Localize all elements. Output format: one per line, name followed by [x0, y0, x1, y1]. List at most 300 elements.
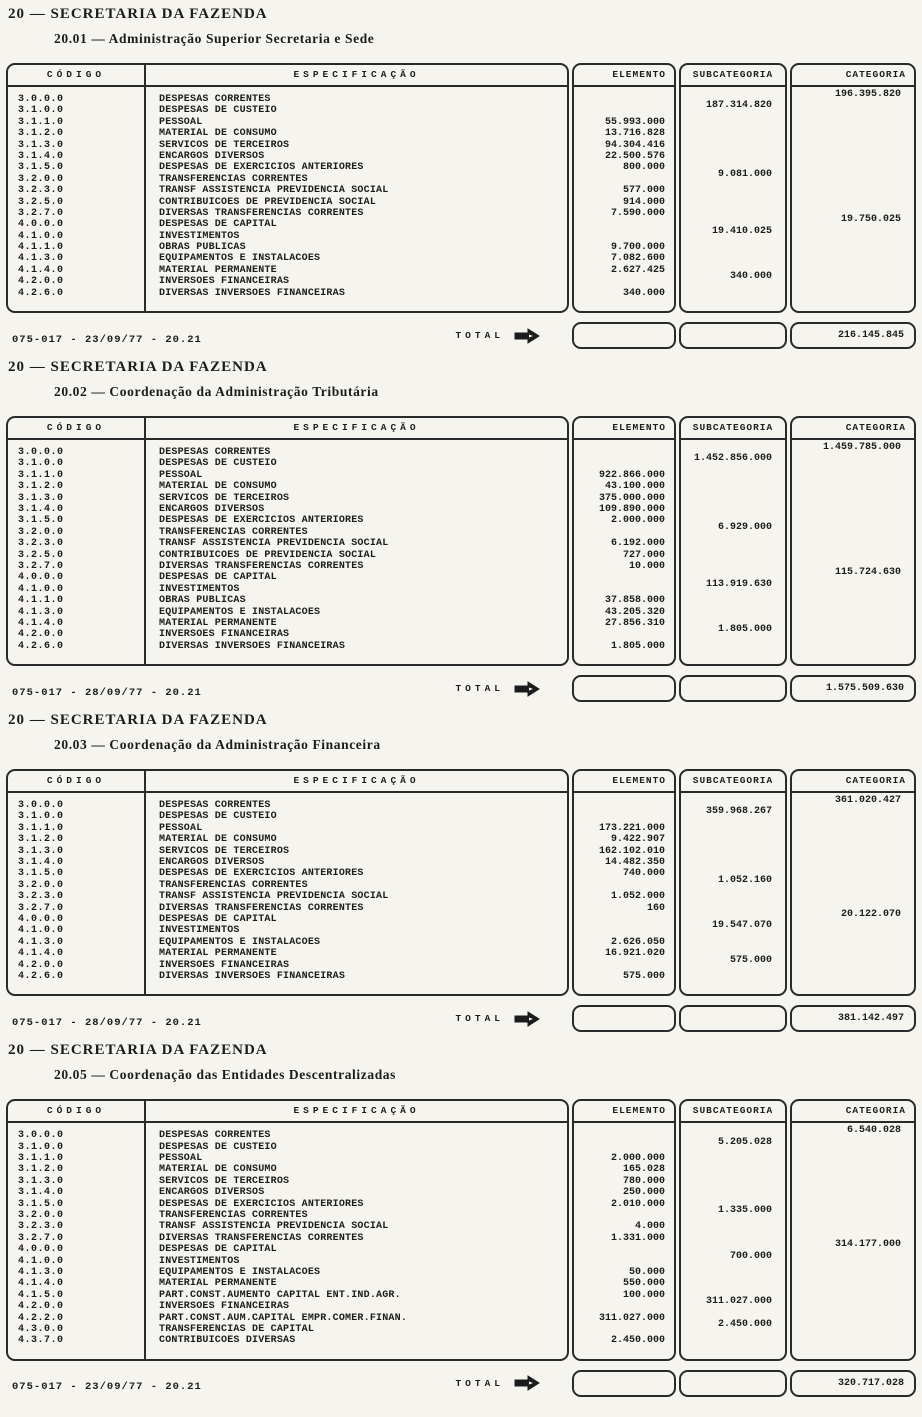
especificacao-cell: INVERSOES FINANCEIRAS: [159, 959, 290, 971]
codigo-cell: 4.0.0.0: [18, 219, 64, 231]
budget-table: [6, 1099, 916, 1360]
codigo-cell: 3.1.1.0: [18, 116, 64, 128]
especificacao-cell: DESPESAS DE CUSTEIO: [159, 1141, 277, 1153]
elemento-cell: 160: [646, 902, 665, 914]
especificacao-cell: INVESTIMENTOS: [159, 1255, 240, 1267]
categoria-cell: 361.020.427: [834, 795, 901, 807]
total-arrow-icon: [514, 1375, 540, 1391]
subcategoria-cell: [681, 260, 785, 271]
codigo-cell: 3.0.0.0: [18, 94, 64, 105]
especificacao-cell: TRANSF ASSISTENCIA PREVIDENCIA SOCIAL: [159, 185, 389, 197]
elemento-cell: 50.000: [628, 1267, 665, 1278]
categoria-cell: [792, 476, 914, 487]
department-title: 20 — SECRETARIA DA FAZENDA: [8, 359, 268, 376]
categoria-cell: [792, 1148, 914, 1159]
especificacao-cell: MATERIAL PERMANENTE: [159, 264, 277, 276]
budget-section: [6, 712, 916, 1032]
subcategoria-cell: [681, 1216, 785, 1227]
categoria-cell: [792, 169, 914, 180]
total-row: [6, 675, 916, 702]
codigo-cell: 3.2.0.0: [18, 879, 64, 891]
categoria-cell: [792, 579, 914, 590]
elemento-cell: [574, 276, 674, 287]
codigo-cell: 3.2.7.0: [18, 560, 64, 572]
especificacao-cell: CONTRIBUICOES DE PREVIDENCIA SOCIAL: [159, 196, 377, 208]
subcategoria-cell: [681, 795, 785, 806]
elemento-cell: [574, 105, 674, 116]
code-spec-box: [6, 1099, 569, 1360]
categoria-cells: [792, 793, 914, 994]
codigo-cell: 3.2.3.0: [18, 1221, 64, 1233]
subcategoria-cell: [681, 214, 785, 225]
elemento-cell: 2.000.000: [610, 515, 665, 527]
subcategoria-cell: [681, 1194, 785, 1205]
codigo-cell: 4.1.1.0: [18, 595, 64, 607]
especificacao-cell: DESPESAS DE EXERCICIOS ANTERIORES: [159, 162, 364, 174]
sheet-footer: 075-017 - 28/09/77 - 20.21: [12, 1016, 202, 1029]
elemento-cell: 165.028: [622, 1164, 665, 1176]
codigo-cell: 3.2.3.0: [18, 538, 64, 550]
elemento-cell: 575.000: [622, 970, 665, 982]
subcategoria-cell: [681, 192, 785, 203]
elemento-cell: 2.450.000: [610, 1335, 665, 1347]
categoria-cell: [792, 123, 914, 134]
especificacao-cell: OBRAS PUBLICAS: [159, 595, 246, 607]
elemento-box: [572, 769, 676, 996]
elemento-cell: 375.000.000: [598, 492, 665, 504]
codigo-cell: 4.1.3.0: [18, 1267, 64, 1278]
especificacao-cell: DESPESAS DE EXERCICIOS ANTERIORES: [159, 868, 364, 880]
codigo-cell: 3.1.0.0: [18, 811, 64, 823]
codigo-cell: 4.1.0.0: [18, 583, 64, 595]
categoria-header: CATEGORIA: [792, 65, 914, 87]
codigo-cell: 4.1.3.0: [18, 936, 64, 948]
elemento-cell: 340.000: [622, 287, 665, 299]
categoria-header: CATEGORIA: [792, 771, 914, 793]
categoria-cell: [792, 522, 914, 533]
especificacao-cell: PESSOAL: [159, 1153, 203, 1165]
especificacao-cell: DESPESAS DE EXERCICIOS ANTERIORES: [159, 1198, 364, 1210]
elemento-box: [572, 63, 676, 313]
subcategoria-cell: [681, 203, 785, 214]
elemento-cell: 43.100.000: [604, 481, 665, 493]
categoria-cell: [792, 943, 914, 954]
codigo-header: CÓDIGO: [8, 418, 144, 440]
especificacao-cell: DESPESAS DE CUSTEIO: [159, 458, 277, 470]
especificacao-cell: MATERIAL PERMANENTE: [159, 617, 277, 629]
elemento-cells: [574, 440, 674, 664]
subcategoria-cell: 5.205.028: [717, 1136, 772, 1148]
elemento-header: ELEMENTO: [574, 418, 674, 440]
total-arrow-icon: [514, 328, 540, 344]
codigo-cell: 4.2.0.0: [18, 959, 64, 971]
total-row: [6, 1370, 916, 1397]
subcategoria-cell: [681, 966, 785, 977]
especificacao-cell: SERVICOS DE TERCEIROS: [159, 845, 290, 857]
categoria-cell: [792, 624, 914, 635]
total-label: TOTAL: [455, 1013, 504, 1025]
total-label: TOTAL: [455, 683, 504, 695]
codigo-cell: 4.0.0.0: [18, 913, 64, 925]
codigo-cell: 4.2.0.0: [18, 1301, 64, 1313]
especificacao-cell: TRANSF ASSISTENCIA PREVIDENCIA SOCIAL: [159, 538, 389, 550]
categoria-cell: [792, 1319, 914, 1330]
subcategoria-cell: 2.450.000: [717, 1318, 772, 1330]
codigo-cell: 4.2.6.0: [18, 287, 64, 299]
subcategoria-cell: 1.052.160: [717, 874, 772, 886]
department-title: 20 — SECRETARIA DA FAZENDA: [8, 1042, 268, 1059]
subcategoria-cell: [681, 863, 785, 874]
codigo-cell: 4.0.0.0: [18, 1244, 64, 1256]
subcategoria-cell: [681, 1148, 785, 1159]
categoria-cell: [792, 898, 914, 909]
especificacao-cells: [146, 87, 567, 311]
elemento-cells: [574, 87, 674, 311]
categoria-cell: 6.540.028: [846, 1125, 901, 1137]
elemento-cell: [574, 572, 674, 583]
codigo-cell: 3.1.1.0: [18, 469, 64, 481]
especificacao-cell: ENCARGOS DIVERSOS: [159, 1187, 265, 1199]
total-boxes: [572, 1370, 916, 1397]
especificacao-cell: ENCARGOS DIVERSOS: [159, 503, 265, 515]
codigo-cell: 3.2.5.0: [18, 549, 64, 561]
categoria-cell: [792, 192, 914, 203]
subcategoria-cell: [681, 237, 785, 248]
elemento-cell: 7.082.600: [610, 253, 665, 265]
total-value: 381.142.497: [837, 1013, 904, 1025]
subcategoria-cell: [681, 556, 785, 567]
especificacao-cell: DIVERSAS TRANSFERENCIAS CORRENTES: [159, 207, 364, 219]
categoria-header: CATEGORIA: [792, 418, 914, 440]
subcategoria-cell: [681, 180, 785, 191]
total-subcategoria-box: [679, 322, 787, 349]
especificacao-cells: [146, 793, 567, 994]
codigo-cell: 3.1.4.0: [18, 503, 64, 515]
elemento-cell: [574, 458, 674, 469]
codigo-cell: 3.1.0.0: [18, 458, 64, 470]
especificacao-cell: MATERIAL PERMANENTE: [159, 948, 277, 960]
codigo-column: [8, 771, 146, 994]
elemento-cell: [574, 584, 674, 595]
especificacao-cell: SERVICOS DE TERCEIROS: [159, 492, 290, 504]
categoria-cell: [792, 271, 914, 282]
elemento-cell: [574, 629, 674, 640]
especificacao-cell: INVESTIMENTOS: [159, 925, 240, 937]
categoria-cell: [792, 260, 914, 271]
categoria-cell: 1.459.785.000: [822, 442, 901, 454]
elemento-cell: 55.993.000: [604, 116, 665, 128]
total-boxes: [572, 675, 916, 702]
codigo-cell: 3.1.4.0: [18, 857, 64, 869]
codigo-cells: [8, 793, 144, 994]
categoria-cell: [792, 818, 914, 829]
codigo-cell: 3.1.1.0: [18, 1153, 64, 1165]
codigo-column: [8, 418, 146, 664]
especificacao-cell: EQUIPAMENTOS E INSTALACOES: [159, 936, 321, 948]
subcategoria-cells: [681, 1123, 785, 1358]
elemento-cell: 173.221.000: [598, 822, 665, 834]
codigo-cell: 3.2.0.0: [18, 173, 64, 185]
elemento-cell: 27.856.310: [604, 617, 665, 629]
codigo-cell: 3.1.4.0: [18, 150, 64, 162]
categoria-cell: [792, 1228, 914, 1239]
subcategoria-header: SUBCATEGORIA: [681, 1101, 785, 1123]
unit-subtitle: 20.02 — Coordenação da Administração Tributária: [54, 384, 379, 400]
sections-container: [6, 6, 916, 1397]
unit-subtitle: 20.05 — Coordenação das Entidades Descentralizadas: [54, 1067, 397, 1083]
categoria-cell: [792, 1273, 914, 1284]
categoria-cell: [792, 533, 914, 544]
subcategoria-cell: 575.000: [729, 954, 772, 966]
codigo-cell: 3.2.3.0: [18, 891, 64, 903]
subcategoria-cells: [681, 440, 785, 664]
subcategoria-cell: [681, 112, 785, 123]
subcategoria-cell: [681, 898, 785, 909]
categoria-box: [790, 769, 916, 996]
total-arrow-icon: [514, 681, 540, 697]
subcategoria-cell: [681, 829, 785, 840]
codigo-cell: 3.1.5.0: [18, 515, 64, 527]
elemento-cell: [574, 1301, 674, 1312]
elemento-box: [572, 416, 676, 666]
categoria-cell: [792, 1296, 914, 1307]
categoria-cell: [792, 852, 914, 863]
elemento-cell: [574, 1130, 674, 1141]
elemento-cell: 37.858.000: [604, 595, 665, 607]
categoria-cell: [792, 1194, 914, 1205]
categoria-cell: [792, 545, 914, 556]
codigo-header: CÓDIGO: [8, 1101, 144, 1123]
subcategoria-cell: [681, 157, 785, 168]
codigo-cell: 4.1.4.0: [18, 617, 64, 629]
codigo-cell: 3.0.0.0: [18, 447, 64, 459]
codigo-cell: 3.1.5.0: [18, 1198, 64, 1210]
elemento-cell: 10.000: [628, 560, 665, 572]
budget-table: [6, 63, 916, 313]
especificacao-cell: DESPESAS DE CAPITAL: [159, 913, 277, 925]
codigo-cell: 3.2.5.0: [18, 196, 64, 208]
especificacao-cell: MATERIAL DE CONSUMO: [159, 834, 277, 846]
codigo-cell: 3.0.0.0: [18, 1130, 64, 1142]
elemento-cell: [574, 174, 674, 185]
subcategoria-cell: [681, 1262, 785, 1273]
categoria-cell: 115.724.630: [834, 567, 901, 579]
total-categoria-box: [790, 1005, 916, 1032]
elemento-cell: 1.331.000: [610, 1232, 665, 1244]
subcategoria-cell: 19.547.070: [711, 920, 772, 932]
elemento-cell: 94.304.416: [604, 139, 665, 151]
codigo-cell: 3.1.2.0: [18, 481, 64, 493]
especificacao-cell: INVERSOES FINANCEIRAS: [159, 629, 290, 641]
especificacao-cell: PESSOAL: [159, 469, 203, 481]
especificacao-cell: DESPESAS CORRENTES: [159, 447, 271, 459]
subcategoria-box: [679, 63, 787, 313]
subcategoria-cell: [681, 932, 785, 943]
categoria-cell: [792, 453, 914, 464]
budget-section: [6, 1042, 916, 1396]
subcategoria-cell: [681, 943, 785, 954]
codigo-cell: 4.2.0.0: [18, 276, 64, 288]
codigo-cell: 4.1.0.0: [18, 925, 64, 937]
codigo-cell: 4.2.2.0: [18, 1312, 64, 1324]
elemento-cell: 914.000: [622, 196, 665, 208]
especificacao-cell: TRANSFERENCIAS CORRENTES: [159, 173, 308, 185]
subcategoria-cell: [681, 510, 785, 521]
codigo-cell: 4.1.0.0: [18, 230, 64, 242]
codigo-cell: 3.2.0.0: [18, 1210, 64, 1222]
elemento-cell: 577.000: [622, 185, 665, 197]
codigo-cell: 3.1.3.0: [18, 139, 64, 151]
subcategoria-cell: [681, 590, 785, 601]
elemento-cell: 311.027.000: [598, 1312, 665, 1324]
especificacao-cell: DESPESAS DE CUSTEIO: [159, 105, 277, 117]
elemento-cell: [574, 880, 674, 891]
especificacao-cell: PESSOAL: [159, 822, 203, 834]
especificacao-cell: INVESTIMENTOS: [159, 583, 240, 595]
codigo-cell: 3.1.5.0: [18, 868, 64, 880]
categoria-cell: [792, 488, 914, 499]
elemento-cell: [574, 960, 674, 971]
codigo-cell: 3.1.3.0: [18, 845, 64, 857]
subcategoria-cell: [681, 1285, 785, 1296]
subcategoria-cell: 1.452.856.000: [693, 453, 772, 465]
categoria-cell: [792, 203, 914, 214]
categoria-cell: [792, 465, 914, 476]
total-categoria-box: [790, 1370, 916, 1397]
subcategoria-cell: [681, 636, 785, 647]
especificacao-cell: DESPESAS DE CUSTEIO: [159, 811, 277, 823]
elemento-cell: 162.102.010: [598, 845, 665, 857]
categoria-cell: [792, 1308, 914, 1319]
especificacao-cell: SERVICOS DE TERCEIROS: [159, 139, 290, 151]
total-categoria-box: [790, 675, 916, 702]
especificacao-cells: [146, 1123, 567, 1358]
codigo-cell: 4.3.7.0: [18, 1335, 64, 1347]
codigo-cells: [8, 1123, 144, 1358]
especificacao-cell: PART.CONST.AUMENTO CAPITAL ENT.IND.AGR.: [159, 1289, 401, 1301]
subcategoria-cell: 1.335.000: [717, 1205, 772, 1217]
codigo-cell: 4.2.6.0: [18, 970, 64, 982]
budget-section: [6, 359, 916, 702]
categoria-cell: [792, 1159, 914, 1170]
especificacao-cell: TRANSFERENCIAS CORRENTES: [159, 879, 308, 891]
elemento-cell: [574, 1244, 674, 1255]
especificacao-cell: MATERIAL DE CONSUMO: [159, 481, 277, 493]
elemento-cells: [574, 793, 674, 994]
subcategoria-cell: 340.000: [729, 271, 772, 283]
especificacao-cell: DESPESAS DE CAPITAL: [159, 572, 277, 584]
elemento-cell: 16.921.020: [604, 948, 665, 960]
especificacao-column: [146, 418, 567, 664]
codigo-cell: 4.1.4.0: [18, 264, 64, 276]
categoria-cell: [792, 613, 914, 624]
subcategoria-cells: [681, 87, 785, 311]
elemento-box: [572, 1099, 676, 1360]
elemento-cell: [574, 1210, 674, 1221]
categoria-cell: [792, 100, 914, 111]
codigo-cell: 3.1.0.0: [18, 1141, 64, 1153]
categoria-cell: [792, 829, 914, 840]
categoria-cell: [792, 226, 914, 237]
categoria-cell: [792, 1137, 914, 1148]
especificacao-cell: INVESTIMENTOS: [159, 230, 240, 242]
elemento-cell: [574, 800, 674, 811]
elemento-cell: 1.052.000: [610, 891, 665, 903]
subcategoria-cell: 19.410.025: [711, 225, 772, 237]
categoria-cells: [792, 440, 914, 664]
subcategoria-cell: [681, 248, 785, 259]
codigo-cell: 4.1.1.0: [18, 242, 64, 254]
subcategoria-cell: [681, 567, 785, 578]
subcategoria-cell: [681, 545, 785, 556]
total-arrow-icon: [514, 1011, 540, 1027]
subcategoria-cell: 187.314.820: [705, 100, 772, 112]
sheet-footer: 075-017 - 23/09/77 - 20.21: [12, 1381, 202, 1394]
codigo-cells: [8, 440, 144, 664]
subcategoria-header: SUBCATEGORIA: [681, 418, 785, 440]
especificacao-cell: MATERIAL DE CONSUMO: [159, 1164, 277, 1176]
total-row: [6, 322, 916, 349]
elemento-cell: 6.192.000: [610, 538, 665, 550]
subcategoria-cell: [681, 1182, 785, 1193]
categoria-cell: [792, 602, 914, 613]
elemento-cell: [574, 1256, 674, 1267]
categoria-cell: [792, 499, 914, 510]
codigo-cell: 3.1.3.0: [18, 492, 64, 504]
codigo-cell: 3.1.2.0: [18, 1164, 64, 1176]
subcategoria-cell: [681, 1159, 785, 1170]
subcategoria-box: [679, 416, 787, 666]
budget-table: [6, 416, 916, 666]
especificacao-cells: [146, 440, 567, 664]
especificacao-header: ESPECIFICAÇÃO: [146, 418, 567, 440]
especificacao-column: [146, 1101, 567, 1358]
categoria-cell: [792, 886, 914, 897]
especificacao-cell: DIVERSAS INVERSOES FINANCEIRAS: [159, 970, 346, 982]
total-categoria-box: [790, 322, 916, 349]
categoria-cell: [792, 248, 914, 259]
especificacao-cell: DESPESAS DE EXERCICIOS ANTERIORES: [159, 515, 364, 527]
subcategoria-cell: 311.027.000: [705, 1296, 772, 1308]
categoria-cell: [792, 180, 914, 191]
subcategoria-cell: [681, 283, 785, 294]
unit-subtitle: 20.01 — Administração Superior Secretaria e Sede: [54, 31, 375, 46]
categoria-cell: [792, 966, 914, 977]
subcategoria-cell: [681, 476, 785, 487]
especificacao-cell: PESSOAL: [159, 116, 203, 128]
elemento-cell: [574, 447, 674, 458]
especificacao-cell: DIVERSAS TRANSFERENCIAS CORRENTES: [159, 560, 364, 572]
elemento-cell: 14.482.350: [604, 857, 665, 869]
elemento-cell: [574, 219, 674, 230]
especificacao-cell: DESPESAS DE CAPITAL: [159, 1244, 277, 1256]
elemento-cell: 2.000.000: [610, 1153, 665, 1165]
categoria-cell: [792, 157, 914, 168]
codigo-cell: 3.1.2.0: [18, 834, 64, 846]
total-subcategoria-box: [679, 675, 787, 702]
codigo-cell: 3.2.7.0: [18, 1232, 64, 1244]
subcategoria-cell: 359.968.267: [705, 806, 772, 818]
categoria-cell: [792, 146, 914, 157]
codigo-cells: [8, 87, 144, 311]
categoria-cell: 196.395.820: [834, 89, 901, 100]
subcategoria-cell: [681, 135, 785, 146]
codigo-column: [8, 65, 146, 311]
codigo-cell: 3.2.7.0: [18, 207, 64, 219]
elemento-header: ELEMENTO: [574, 771, 674, 793]
codigo-cell: 3.0.0.0: [18, 800, 64, 812]
especificacao-column: [146, 771, 567, 994]
